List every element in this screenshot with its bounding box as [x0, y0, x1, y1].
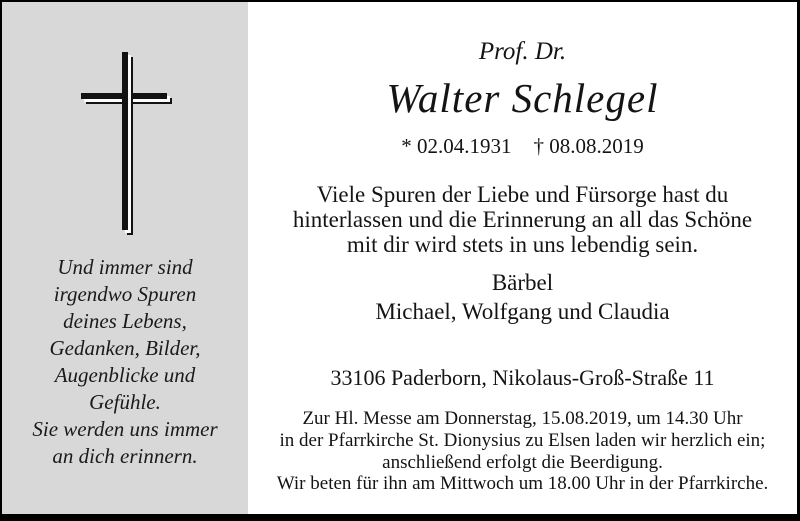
funeral-service-info: [248, 408, 797, 474]
mourner-line: Bärbel: [491, 270, 554, 295]
poem-line: Sie werden uns immer: [32, 417, 218, 441]
tribute-line: mit dir wird stets in uns lebendig sein.: [346, 232, 699, 257]
announcement-panel: [248, 2, 797, 514]
mourners-list: [248, 268, 797, 326]
memorial-panel: [2, 2, 248, 514]
poem-line: irgendwo Spuren: [53, 282, 197, 306]
memorial-poem: [2, 254, 248, 470]
prayer-info: Wir beten für ihn am Mittwoch um 18.00 Uhr in der Pfarrkirche.: [276, 473, 769, 494]
service-line: Zur Hl. Messe am Donnerstag, 15.08.2019, um 14.30 Uhr: [302, 408, 743, 429]
poem-line: deines Lebens,: [63, 309, 187, 333]
poem-line: Augenblicke und: [54, 363, 196, 387]
address-line: 33106 Paderborn, Nikolaus-Groß-Straße 11: [330, 365, 715, 390]
birth-date: * 02.04.1931: [401, 134, 512, 158]
poem-line: Gedanken, Bilder,: [49, 336, 201, 360]
tribute-text: [248, 182, 797, 257]
tribute-line: hinterlassen und die Erinnerung an all das Schöne: [292, 207, 753, 232]
poem-line: Und immer sind: [57, 255, 193, 279]
tribute-line: Viele Spuren der Liebe und Fürsorge hast du: [316, 182, 729, 207]
deceased-name: Walter Schlegel: [386, 75, 659, 121]
cross-vertical-bar: [122, 52, 128, 230]
life-dates: [248, 134, 797, 159]
christian-cross-icon: [81, 52, 171, 234]
death-date: † 08.08.2019: [533, 134, 644, 158]
service-line: anschließend erfolgt die Beerdigung.: [382, 452, 663, 473]
academic-title: Prof. Dr.: [478, 38, 567, 65]
service-line: in der Pfarrkirche St. Dionysius zu Elsen laden wir herzlich ein;: [279, 430, 766, 451]
poem-line: Gefühle.: [89, 390, 161, 414]
mourner-line: Michael, Wolfgang und Claudia: [375, 299, 670, 324]
poem-line: an dich erinnern.: [52, 444, 198, 468]
